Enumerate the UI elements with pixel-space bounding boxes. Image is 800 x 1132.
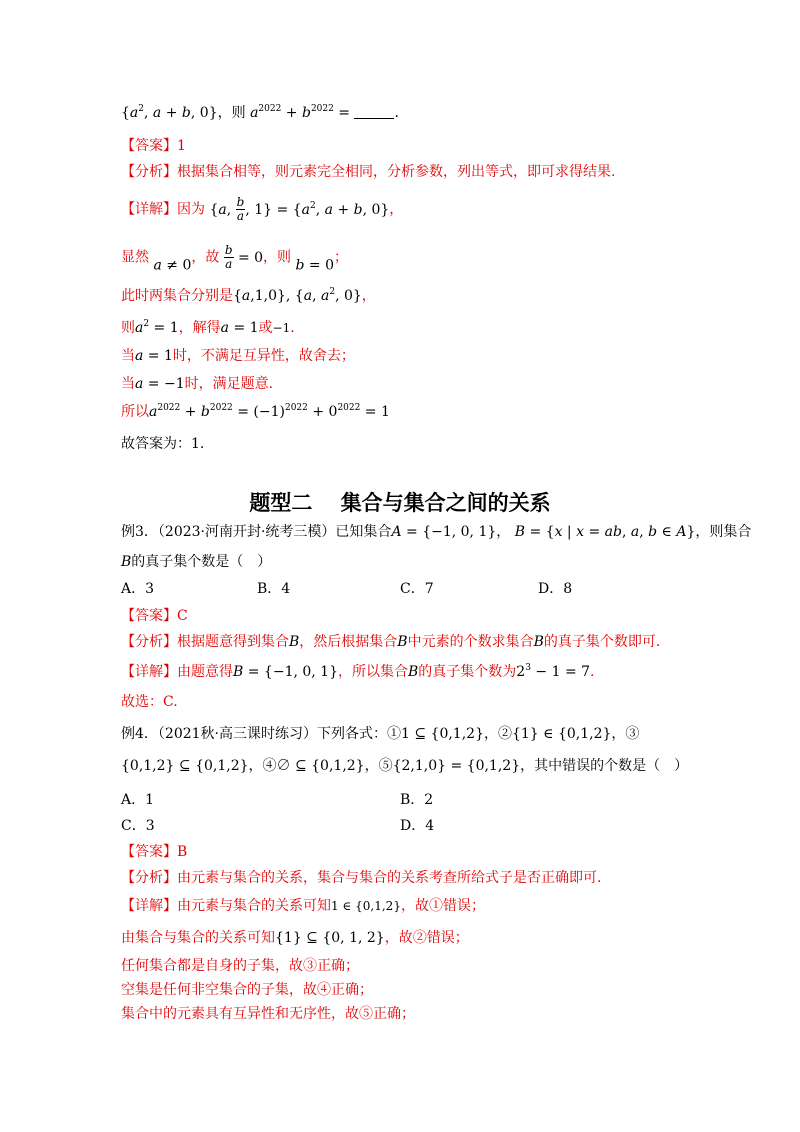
- text-seg: 由集合与集合的关系可知: [121, 930, 275, 946]
- text-seg: 当: [121, 376, 135, 392]
- ex4-option-d: D．4: [400, 818, 435, 834]
- final-value: 1.: [191, 436, 205, 452]
- two-sets-line: 此时两集合分别是{a,1,0}, {a, $a^2$, 0}，: [121, 287, 376, 304]
- ex4-detail-4: 空集是任何非空集合的子集，故④正确；: [121, 982, 373, 998]
- ex4-option-b: B．2: [400, 792, 434, 808]
- section-title: 题型二 集合与集合之间的关系: [249, 491, 551, 515]
- ex3-option-b: B．4: [257, 581, 291, 597]
- detail-label: 【详解】因为: [121, 201, 205, 218]
- ex3-answer: 【答案】C: [121, 608, 188, 624]
- text-seg: 例4．（2021秋·高三课时练习）下列各式：①: [121, 726, 401, 742]
- text-seg: 中元素的个数求集合: [407, 634, 534, 650]
- b-over-a-zero: $\frac{b}{a}$ = 0: [224, 243, 264, 271]
- text-seg: ，④: [248, 758, 277, 774]
- set-B-value: B = {−1, 0, 1}: [233, 664, 338, 680]
- set-expression: {$a^2$, a + b, 0}: [121, 104, 218, 121]
- text-seg: ，故: [191, 249, 220, 266]
- ex3-stem: 例3．（2023·河南开封·统考三模）已知集合A = {−1, 0, 1}， B = {x | x = ab, a, b ∈ A}，则集合: [121, 524, 752, 540]
- text-seg: ，②: [483, 726, 512, 742]
- text-seg: 【分析】根据题意得到集合: [121, 634, 289, 650]
- text-seg: ，其中错误的个数是（ ）: [520, 758, 689, 774]
- text-seg: ，则: [263, 249, 292, 266]
- ex4-option-c: C．3: [121, 818, 155, 834]
- text-seg: ，解得: [178, 320, 221, 336]
- ex3-detail: 【详解】由题意得B = {−1, 0, 1}，所以集合B的真子集个数为$2^3 - 1 = 7$.: [121, 663, 595, 680]
- ex4-detail-3: 任何集合都是自身的子集，故③正确；: [121, 958, 359, 974]
- ex4-stem-2: [121, 756, 700, 776]
- text-seg: 或: [258, 320, 273, 336]
- a-nonzero: a ≠ 0: [153, 257, 192, 274]
- two-sets: {a,1,0}, {a, $a^2$, 0}: [233, 287, 362, 304]
- solve-line: 则$a^2 = 1$，解得a = 1或−1.: [121, 319, 295, 336]
- var-B: B: [289, 634, 300, 650]
- ex4-detail-2: [121, 928, 700, 948]
- minus-one: −1: [272, 321, 291, 335]
- set-equation: {a, $\frac{b}{a}$ , $1\} = \{a^2$, a + b, 0}: [209, 195, 390, 223]
- ex3-choose: 故选：C.: [121, 694, 178, 710]
- text-seg: 则: [121, 320, 135, 336]
- ex4-option-a: A．1: [121, 792, 155, 808]
- ex3-option-d: D．8: [538, 581, 573, 597]
- text-seg: 故答案为：: [121, 436, 191, 452]
- text-seg: 显然: [121, 249, 149, 266]
- ex3-option-a: A．3: [121, 581, 155, 597]
- ex4-answer: 【答案】B: [121, 844, 188, 860]
- detail-line: 【详解】因为 {a, $\frac{b}{a}$ , $1\} = \{a^2$, a + b, 0}，: [121, 195, 404, 223]
- ex4-detail: [121, 896, 700, 916]
- var-B: B: [121, 554, 132, 570]
- a-squared-1: $a^2 = 1$: [135, 319, 179, 336]
- text-seg: ，故①错误；: [400, 898, 485, 914]
- ex3-stem-2: [121, 552, 700, 572]
- detail-expr-1: 1 ∈ {0,1,2}: [331, 899, 401, 913]
- text-seg: 的真子集个数即可.: [543, 634, 661, 650]
- answer-line: 【答案】1: [121, 138, 186, 154]
- text-seg: 时，满足题意.: [184, 376, 274, 392]
- text-suffix: ，则: [217, 105, 246, 121]
- var-B: B: [397, 634, 408, 650]
- var-B: B: [533, 634, 544, 650]
- case2-line: [121, 374, 700, 394]
- obvious-line: [121, 244, 700, 276]
- text-seg: ，⑤: [364, 758, 393, 774]
- text-seg: ，③: [611, 726, 640, 742]
- final-answer-line: [121, 434, 700, 454]
- expr-3: {0,1,2} ⊆ {0,1,2}: [121, 758, 249, 774]
- text-seg: 当: [121, 348, 135, 364]
- text-seg: 的真子集个数是（ ）: [131, 554, 272, 570]
- set-A: A = {−1, 0, 1}: [391, 524, 497, 540]
- text-seg: ；: [334, 249, 349, 266]
- so-line: [121, 402, 700, 422]
- ex4-detail-5: 集合中的元素具有互异性和无序性，故⑤正确；: [121, 1006, 415, 1022]
- a-1: a = 1: [135, 348, 173, 364]
- ex3-analysis: [121, 632, 700, 652]
- text-seg: 【详解】由元素与集合的关系可知: [121, 898, 331, 914]
- a-neg1: a = −1: [135, 376, 185, 392]
- text-seg: 的真子集个数为: [418, 664, 517, 680]
- text-seg: ，则集合: [695, 524, 752, 540]
- ex4-stem: [121, 724, 700, 744]
- text-seg: ，然后根据集合: [299, 634, 398, 650]
- text-seg: ，所以集合: [338, 664, 408, 680]
- final-calc: $a^{2022} + b^{2022} = (-1)^{2022} + 0^{2022} = 1$: [149, 403, 390, 420]
- var-B: B: [408, 664, 419, 680]
- expr-2: {1} ∈ {0,1,2}: [511, 726, 612, 742]
- a-equals-1: a = 1: [220, 320, 259, 336]
- b-zero: b = 0: [295, 257, 335, 274]
- equals-sign: =: [338, 105, 351, 121]
- ex3-option-c: C．7: [400, 581, 434, 597]
- count-calc: $2^3 - 1 = 7$: [516, 663, 591, 680]
- text-seg: 时，不满足互异性，故舍去；: [172, 348, 355, 364]
- case1-line: [121, 346, 700, 366]
- ex4-analysis: 【分析】由元素与集合的关系，集合与集合的关系考查所给式子是否正确即可.: [121, 870, 602, 886]
- set-B: B = {x | x = ab, a, b ∈ A}: [514, 524, 696, 540]
- text-seg: 例3．（2023·河南开封·统考三模）已知集合: [121, 524, 392, 540]
- expr-5: {2,1,0} = {0,1,2}: [392, 758, 521, 774]
- analysis-line: 【分析】根据集合相等，则元素完全相同，分析参数，列出等式，即可求得结果.: [121, 164, 616, 180]
- text-seg: 【详解】由题意得: [121, 664, 233, 680]
- text-seg: 所以: [121, 404, 149, 420]
- detail-expr-2: {1} ⊆ {0, 1, 2}: [275, 930, 385, 946]
- text-seg: ，故②错误；: [384, 930, 469, 946]
- expr-4: ∅ ⊆ {0,1,2}: [276, 758, 365, 774]
- power-expression: $a^{2022} + b^{2022}$: [250, 104, 334, 121]
- question-tail: {$a^2$, a + b, 0}，则 $a^{2022} + b^{2022}$ = .: [121, 104, 399, 121]
- text-seg: 此时两集合分别是: [121, 288, 233, 304]
- expr-1: 1 ⊆ {0,1,2}: [401, 726, 484, 742]
- answer-blank: [354, 106, 394, 119]
